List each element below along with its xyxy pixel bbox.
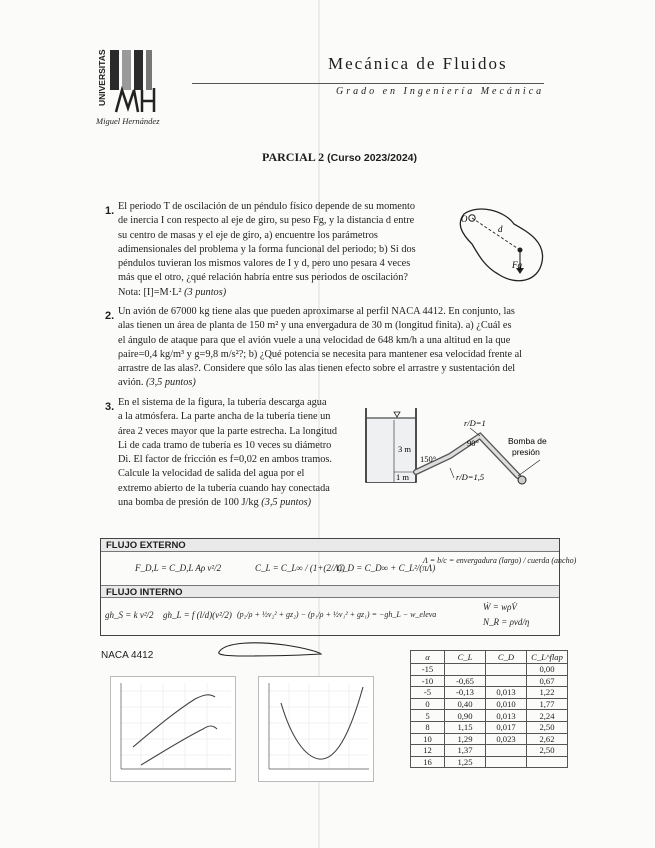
text-fragment: una bomba de presión de 100 J/kg [118,497,262,509]
cell-cd [486,745,527,757]
text-fragment: avión. [118,377,147,389]
cell-cl: -0,65 [445,675,486,687]
cd-formula: C_D = C_D∞ + C_L²/(πΛ) [337,563,436,573]
text-line: ρaire=0,4 kg/m³ y g=9,8 m/s²?; b) ¿Qué potencia se necesita para mantener esa velocidad frente al [118,348,523,360]
header-alpha: α [411,651,445,664]
table-row [411,675,568,687]
text-line: Di. El factor de fricción es f=0,02 en ambos tramos. [118,454,332,466]
cell-cd [486,675,527,687]
text-line [118,496,354,510]
text-line: área 2 veces mayor que la parte estrecha. La longitud [118,425,337,437]
cell-alpha: 12 [411,745,445,757]
label-d: d [498,224,503,234]
text-line: el ángulo de ataque para que el avión vuele a una velocidad de 648 km/h a una altitud en la que [118,334,511,346]
pipe-system-figure [350,400,560,500]
table-row [411,664,568,676]
internal-flow-header: FLUJO INTERNO [101,585,559,598]
problem-2-number: 2. [105,310,115,322]
cell-cl-flap: 0,67 [527,675,568,687]
cell-cl: 0,90 [445,710,486,722]
cell-alpha: 5 [411,710,445,722]
page-title: Mecánica de Fluidos [328,54,508,73]
text-line: Calcule la velocidad de salida del agua por el [118,468,305,480]
text-line: Un avión de 67000 kg tiene alas que pueden aproximarse al perfil NACA 4412. En conjunto, las [118,306,515,317]
table-row [411,745,568,757]
cell-cd [486,756,527,768]
label-rd15: r/D=1,5 [456,472,485,482]
cell-alpha: 8 [411,721,445,733]
problem-1-points: (3 puntos) [184,286,227,298]
cl-formula: C_L = C_L∞ / (1+(2/Λ)) [255,563,345,573]
external-formulas [101,555,577,585]
problem-1-number: 1. [105,205,115,217]
problem-2-text [118,305,550,391]
label-angle-150: 150° [420,454,437,464]
cell-cl-flap [527,756,568,768]
table-header-row [411,651,568,664]
logo-vertical-text: UNIVERSITAS [97,49,107,106]
cell-cd: 0,017 [486,721,527,733]
table-row [411,733,568,745]
problem-3-text [118,396,354,510]
cl-vs-alpha-plot [110,676,236,782]
cell-cl-flap: 2,50 [527,745,568,757]
label-pump-2: presión [512,447,540,457]
airfoil-shape [215,640,323,660]
label-height-1m: 1 m [396,472,409,482]
cd-vs-alpha-plot [258,676,374,782]
label-angle-90: 90° [467,438,479,448]
text-line [118,376,550,390]
reynolds-formula: N_R = ρvd/η [483,617,530,627]
label-fg: Fg [512,260,522,270]
text-line: su centro de masas y el eje de giro, a) encuentre los parámetros [118,229,378,241]
drag-lift-formula: F_D,L = C_D,L Aρ v²/2 [135,563,222,573]
table-row [411,721,568,733]
text-line: extremo abierto de la tubería cuando hay conectada [118,482,330,494]
cell-cl-flap: 0,00 [527,664,568,676]
table-row [411,687,568,699]
cell-alpha: -5 [411,687,445,699]
cell-cd: 0,010 [486,698,527,710]
page-subtitle: Grado en Ingeniería Mecánica [336,86,545,97]
cell-cd: 0,013 [486,710,527,722]
text-line: adimensionales del problema y la forma funcional del periodo; b) Si dos [118,243,416,255]
power-formula: Ẇ = wρV̇ [483,602,517,612]
cell-cl-flap: 1,22 [527,687,568,699]
title-rule [192,83,544,84]
cell-alpha: 16 [411,756,445,768]
text-line: más que el otro, ¿qué relación habría entre sus periodos de oscilación? [118,272,408,284]
text-line: Li de cada tramo de tubería es 10 veces su diámetro [118,439,332,451]
cell-cl: 1,15 [445,721,486,733]
energy-equation: (p₂/ρ + ½v₂² + gz₂) − (p₁/ρ + ½v₁² + gz₁) = −gh_L − w_eleva [237,610,437,619]
label-o: O [461,214,468,224]
cell-cl: 1,37 [445,745,486,757]
text-line: de inercia I con respecto al eje de giro, su peso Fg, y la distancia d entre [118,215,415,227]
singular-loss-formula: gh_S = k v²/2 [105,610,154,620]
cell-cd: 0,013 [486,687,527,699]
label-height-3m: 3 m [398,444,411,454]
problem-3-points: (3,5 puntos) [261,497,312,509]
exam-title [262,150,417,165]
text-line: alas tienen un área de planta de 150 m² y una envergadura de 30 m (longitud finita). a) ¿Cuál es [118,320,512,332]
label-pump: Bomba de [508,436,547,446]
table-row [411,756,568,768]
internal-formulas [101,601,559,633]
cell-cl [445,664,486,676]
label-rd1: r/D=1 [464,418,486,428]
header-cl: C_L [445,651,486,664]
table-row [411,698,568,710]
text-line: El periodo T de oscilación de un péndulo físico depende de su momento [118,201,416,212]
external-flow-header: FLUJO EXTERNO [101,539,559,552]
cell-cl-flap: 2,50 [527,721,568,733]
cell-alpha: -15 [411,664,445,676]
pendulum-figure [458,204,548,290]
cell-cl: -0,13 [445,687,486,699]
aspect-ratio-formula: Λ = b/c = envergadura (largo) / cuerda (ancho) [423,556,577,565]
text-line [118,286,454,300]
naca-coefficients-table [410,650,568,768]
header-cl-flap: C_L^flap [527,651,568,664]
cell-cd [486,664,527,676]
cell-alpha: 0 [411,698,445,710]
cell-cl-flap: 1,77 [527,698,568,710]
problem-1-text [118,200,454,300]
text-line: a la atmósfera. La parte ancha de la tubería tiene un [118,411,331,423]
problem-3-number: 3. [105,401,115,413]
cell-alpha: -10 [411,675,445,687]
text-line: péndulos tuvieran los mismos valores de I y d, pero uno pesara 4 veces [118,258,411,270]
naca-label: NACA 4412 [101,650,154,661]
formula-box [100,538,577,636]
problem-1-note: Nota: [I]=M·L² [118,286,185,298]
cell-cl-flap: 2,62 [527,733,568,745]
cell-alpha: 10 [411,733,445,745]
exam-course: (Curso 2023/2024) [327,152,418,164]
text-line: arrastre de las alas?. Considere que sólo las alas tienen efecto sobre el arrastre y sustentación del [118,363,516,375]
exam-name: PARCIAL 2 [262,150,325,164]
linear-loss-formula: gh_L = f (l/d)(v²/2) [163,610,232,620]
table-row [411,710,568,722]
cell-cl: 1,25 [445,756,486,768]
cell-cl: 0,40 [445,698,486,710]
university-name: Miguel Hernández [96,116,160,126]
cell-cl-flap: 2,24 [527,710,568,722]
problem-2-points: (3,5 puntos) [146,377,196,389]
cell-cd: 0,023 [486,733,527,745]
cell-cl: 1,29 [445,733,486,745]
text-line: En el sistema de la figura, la tubería descarga agua [118,397,327,408]
header-cd: C_D [486,651,527,664]
